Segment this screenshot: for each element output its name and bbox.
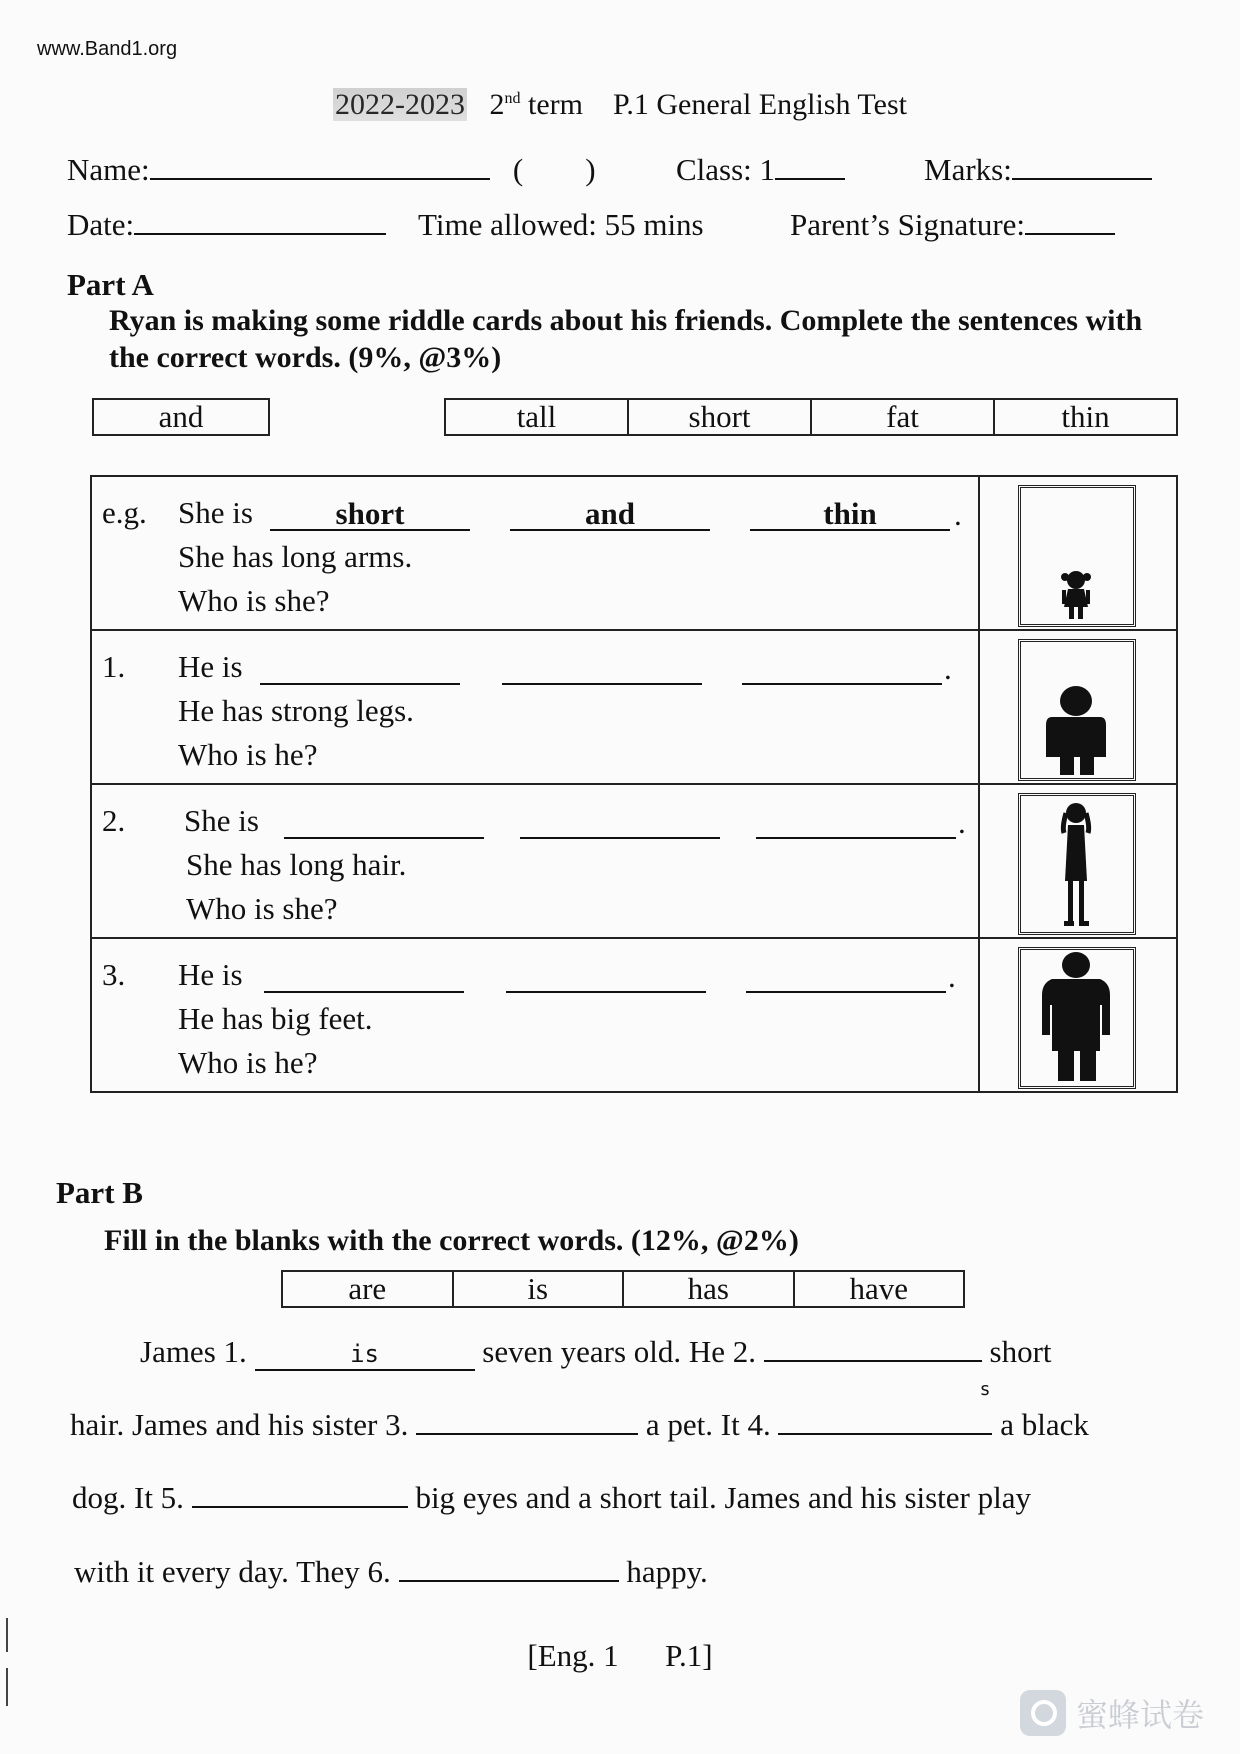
handwritten-s-mark: s (979, 1379, 991, 1400)
word-are: are (283, 1272, 454, 1306)
part-b-instruction: Fill in the blanks with the correct words. (12%, @2%) (104, 1224, 799, 1257)
class-number-paren: ( ) (512, 152, 596, 187)
marks-line[interactable] (1012, 152, 1152, 180)
title-term-suffix: nd (504, 90, 521, 107)
row-start: He is (178, 649, 243, 684)
title-term-number: 2 (489, 88, 505, 121)
p1-text-c: short (989, 1334, 1052, 1369)
row-line3: Who is he? (178, 1045, 318, 1080)
class-label: Class: 1 (676, 152, 776, 187)
full-stop: . (944, 651, 952, 686)
page-footer: [Eng. 1 P.1] (527, 1638, 713, 1673)
word-has: has (624, 1272, 795, 1306)
marks-field (924, 152, 1152, 188)
signature-line[interactable] (1025, 207, 1115, 235)
full-stop: . (954, 497, 962, 532)
p3-text-b: big eyes and a short tail. James and his sister play (415, 1480, 1032, 1515)
p4-text-b: happy. (626, 1554, 708, 1589)
row-start: She is (184, 803, 259, 838)
tall-thin-girl-icon (980, 785, 1176, 937)
watermark-logo-icon (1020, 1690, 1066, 1736)
part-b-heading: Part B (56, 1175, 143, 1210)
paragraph-line-4 (74, 1550, 1184, 1590)
row-line2: She has long hair. (186, 847, 407, 882)
title-rest: P.1 General English Test (613, 88, 907, 121)
p1-text-a: James 1. (140, 1334, 247, 1369)
answer-blank-2[interactable]: and (510, 499, 710, 531)
p1-text-b: seven years old. He 2. (482, 1334, 757, 1369)
watermark-text: 蜜蜂试卷 (1075, 1696, 1204, 1734)
class-line[interactable] (775, 152, 845, 180)
answer-blank-1[interactable]: short (270, 499, 470, 531)
answer-blank-2[interactable] (502, 653, 702, 685)
part-a-heading: Part A (67, 267, 154, 302)
riddle-row-example (91, 476, 1177, 630)
answer-blank-2[interactable] (520, 807, 720, 839)
name-line[interactable] (150, 152, 490, 180)
time-allowed: Time allowed: 55 mins (418, 207, 704, 242)
watermark (1020, 1690, 1204, 1736)
row-line3: Who is she? (178, 583, 330, 618)
part-b-word-bank (281, 1270, 965, 1308)
signature-field (790, 207, 1115, 243)
full-stop: . (958, 805, 966, 840)
short-thin-girl-icon (980, 477, 1176, 629)
test-title (0, 88, 1240, 122)
answer-blank-3[interactable]: thin (750, 499, 950, 531)
answer-blank-2[interactable] (506, 961, 706, 993)
answer-blank-1[interactable] (260, 653, 460, 685)
row-number: e.g. (102, 495, 147, 530)
scan-margin-mark (6, 1668, 8, 1706)
row-line2: He has strong legs. (178, 693, 414, 728)
riddle-row-1 (91, 630, 1177, 784)
tall-fat-boy-icon (980, 939, 1176, 1091)
row-line3: Who is he? (178, 737, 318, 772)
blank-1[interactable]: is (255, 1339, 475, 1371)
word-and: and (158, 399, 204, 434)
title-year: 2022-2023 (335, 88, 466, 121)
p4-text-a: with it every day. They 6. (74, 1554, 391, 1589)
part-a-word-and (92, 398, 270, 436)
answer-blank-3[interactable] (746, 961, 946, 993)
answer-blank-3[interactable] (756, 807, 956, 839)
row-start: He is (178, 957, 243, 992)
part-a-word-bank (444, 398, 1178, 436)
p2-text-c: a black (1000, 1407, 1089, 1442)
p3-text-a: dog. It 5. (72, 1480, 184, 1515)
row-line2: He has big feet. (178, 1001, 373, 1036)
row-number: 3. (102, 957, 126, 992)
paragraph-line-3 (72, 1476, 1182, 1516)
blank-2[interactable] (764, 1330, 982, 1362)
answer-blank-1[interactable] (284, 807, 484, 839)
word-fat: fat (812, 400, 995, 434)
row-number: 1. (102, 649, 126, 684)
blank-5[interactable] (192, 1476, 408, 1508)
riddle-row-3 (91, 938, 1177, 1092)
site-url: www.Band1.org (37, 38, 178, 60)
p2-text-a: hair. James and his sister 3. (70, 1407, 409, 1442)
riddle-row-2 (91, 784, 1177, 938)
signature-label: Parent’s Signature: (790, 207, 1026, 242)
riddle-table (90, 475, 1178, 1093)
date-line[interactable] (134, 207, 386, 235)
class-field (676, 152, 845, 188)
short-fat-boy-icon (980, 631, 1176, 783)
part-a-instruction: Ryan is making some riddle cards about his friends. Complete the sentences with the correct words. (9%, @3%) (109, 304, 1143, 374)
scan-margin-mark (6, 1618, 8, 1652)
name-label: Name: (67, 152, 150, 187)
word-have: have (849, 1271, 909, 1306)
date-label: Date: (67, 207, 135, 242)
blank-6[interactable] (399, 1550, 619, 1582)
p2-text-b: a pet. It 4. (645, 1407, 771, 1442)
date-field (67, 207, 386, 243)
word-tall: tall (446, 400, 629, 434)
row-start: She is (178, 495, 253, 530)
answer-blank-1[interactable] (264, 961, 464, 993)
word-is: is (454, 1272, 625, 1306)
full-stop: . (948, 959, 956, 994)
marks-label: Marks: (924, 152, 1012, 187)
blank-3[interactable] (416, 1403, 638, 1435)
paragraph-line-2 (70, 1379, 1180, 1443)
row-number: 2. (102, 803, 126, 838)
row-line2: She has long arms. (178, 539, 413, 574)
word-thin: thin (1061, 399, 1110, 434)
word-short: short (629, 400, 812, 434)
paragraph-line-1 (140, 1330, 1240, 1371)
blank-4[interactable] (778, 1379, 992, 1435)
row-line3: Who is she? (186, 891, 338, 926)
title-term-word: term (528, 88, 583, 121)
name-row (67, 152, 596, 188)
answer-blank-3[interactable] (742, 653, 942, 685)
